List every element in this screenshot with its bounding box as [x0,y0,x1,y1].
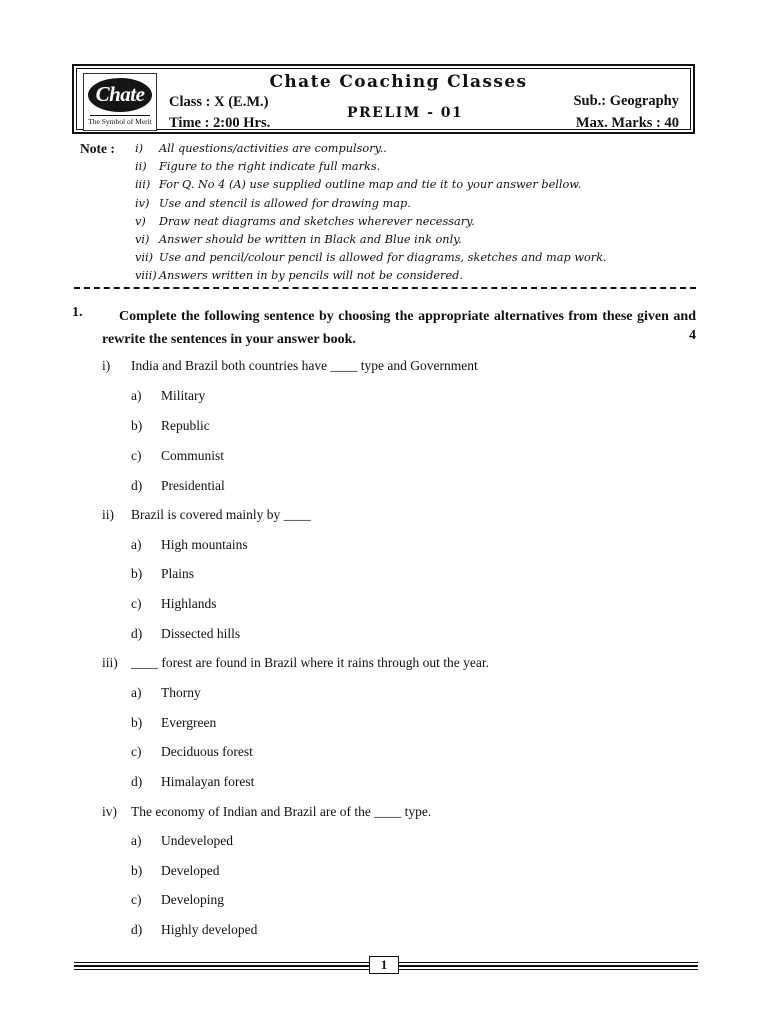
option-letter: b) [131,715,143,730]
note-number: v) [135,214,146,228]
option-text: Military [161,388,206,403]
logo-tagline: The Symbol of Merit [88,117,152,126]
option-letter: b) [131,566,143,581]
note-text: Draw neat diagrams and sketches wherever necessary. [159,214,475,228]
note-text: For Q. No 4 (A) use supplied outline map and tie it to your answer bellow. [159,178,582,192]
note-text: Answer should be written in Black and Blue ink only. [159,232,462,246]
note-item [135,214,695,232]
option-letter: c) [131,744,142,759]
option-letter: d) [131,626,143,641]
institute-name: Chate Coaching Classes [269,72,528,92]
note-item [135,177,695,195]
option-text: Deciduous forest [161,744,253,759]
note-text: Answers written in by pencils will not be considered. [159,269,463,283]
note-text: Use and pencil/colour pencil is allowed for diagrams, sketches and map work. [159,251,607,265]
sub-question-number: i) [102,358,111,373]
note-item [135,232,695,250]
exam-title: PRELIM - 01 [347,105,464,121]
option-letter: a) [131,537,142,552]
option-letter: c) [131,892,142,907]
note-text: All questions/activities are compulsory.. [159,142,387,155]
subject-label: Sub.: Geography [573,93,679,109]
note-number: iv) [135,196,150,210]
sub-question-number: ii) [102,507,114,522]
option-text: Thorny [161,685,201,700]
logo-divider [90,115,150,116]
logo-wordmark: Chate [88,78,152,112]
note-text: Figure to the right indicate full marks. [159,160,381,174]
option-text: Highly developed [161,922,258,937]
sub-question-number: iii) [102,655,118,670]
option-letter: d) [131,774,143,789]
dashed-separator [74,287,696,289]
note-label: Note : [80,141,115,156]
note-text: Use and stencil is allowed for drawing map. [159,196,411,210]
question-text: Complete the following sentence by choosing the appropriate alternatives from these given and rewrite the sentences in your answer book. [102,309,696,347]
sub-question-text: Brazil is covered mainly by ____ [131,507,311,522]
question-marks: 4 [689,328,696,343]
max-marks-label: Max. Marks : 40 [575,115,679,131]
time-label: Time : 2:00 Hrs. [169,115,271,131]
option-text: Communist [161,448,225,463]
note-item [135,141,695,159]
option-text: Developed [161,863,220,878]
note-number: i) [135,142,144,155]
sub-question-number: iv) [102,804,117,819]
option-text: Himalayan forest [161,774,255,789]
header-inner-border [76,68,691,130]
option-letter: d) [131,478,143,493]
option-text: Highlands [161,596,217,611]
sub-question-text: The economy of Indian and Brazil are of the ____ type. [131,804,432,819]
option-letter: a) [131,388,142,403]
class-label: Class : X (E.M.) [169,94,269,110]
option-text: Evergreen [161,715,217,730]
note-number: viii) [135,269,157,283]
note-item [135,159,695,177]
option-letter: b) [131,418,143,433]
option-text: High mountains [161,537,248,552]
option-letter: d) [131,922,143,937]
option-text: Plains [161,566,195,581]
note-number: ii) [135,160,147,174]
note-number: iii) [135,178,151,192]
option-text: Dissected hills [161,626,241,641]
note-number: vi) [135,232,150,246]
option-letter: b) [131,863,143,878]
note-number: vii) [135,251,154,265]
page-number: 1 [369,956,399,974]
option-text: Presidential [161,478,225,493]
option-letter: c) [131,596,142,611]
sub-question-text: ____ forest are found in Brazil where it rains through out the year. [131,655,490,670]
option-letter: c) [131,448,142,463]
header-box [72,64,695,134]
note-item [135,196,695,214]
option-text: Developing [161,892,224,907]
option-text: Republic [161,418,210,433]
note-item [135,268,695,286]
sub-question-text: India and Brazil both countries have ____ type and Government [131,358,478,373]
option-letter: a) [131,833,142,848]
question-number: 1. [72,305,83,320]
note-list [135,141,695,287]
option-text: Undeveloped [161,833,233,848]
note-item [135,250,695,268]
option-letter: a) [131,685,142,700]
